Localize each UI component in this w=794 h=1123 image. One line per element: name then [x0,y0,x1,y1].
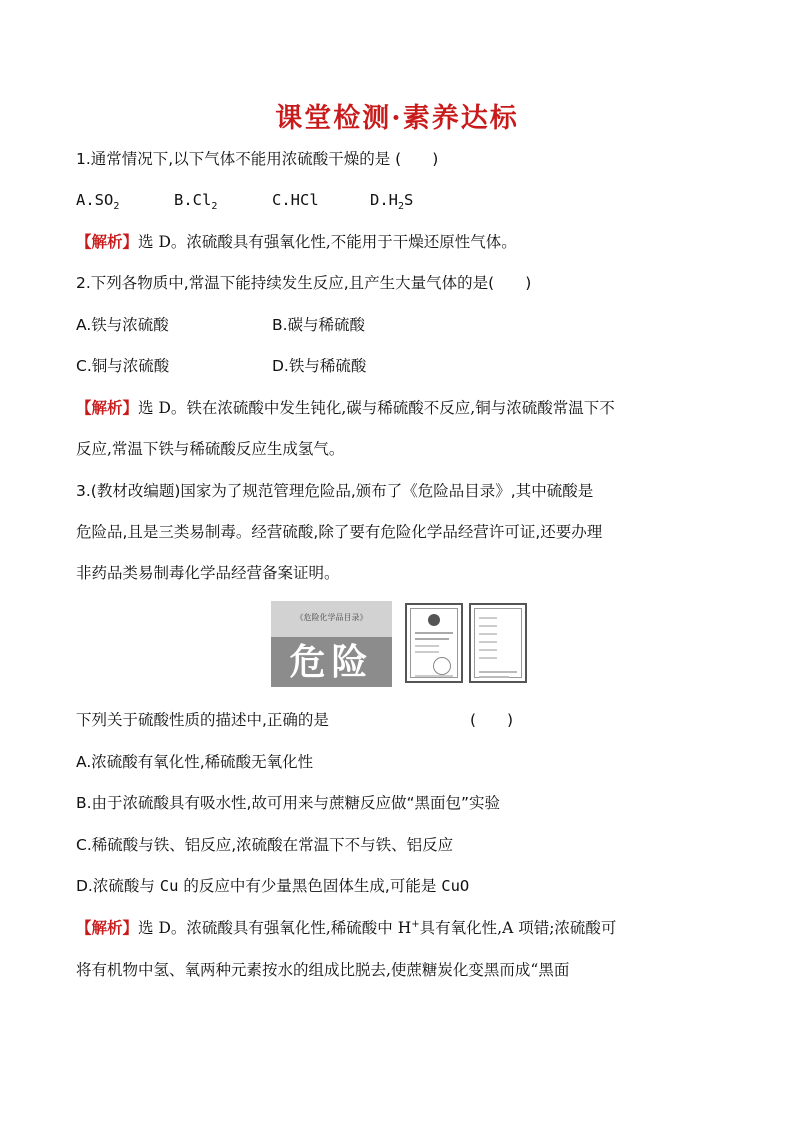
q3-stem-line1: 3.(教材改编题)国家为了规范管理危险品,颁布了《危险品目录》,其中硫酸是 [76,482,594,500]
q3-option-c: C.稀硫酸与铁、铝反应,浓硫酸在常温下不与铁、铝反应 [76,836,454,854]
dangerous-chemicals-catalog-image [271,601,392,687]
national-emblem-icon [428,614,440,626]
q1-option-c: C.HCl [272,191,319,209]
q3-option-d: D.浓硫酸与 Cu 的反应中有少量黑色固体生成,可能是 CuO [76,877,470,895]
q3-answer-paren: ( ) [470,711,514,729]
q3-analysis-line1: 【解析】选 D。浓硫酸具有强氧化性,稀硫酸中 H+具有氧化性,A 项错;浓硫酸可 [76,918,617,937]
danger-text: 危险 [289,642,374,683]
q2-option-a: A.铁与浓硫酸 [76,316,169,334]
q3-stem-line3: 非药品类易制毒化学品经营备案证明。 [76,564,340,582]
analysis-tag: 【解析】 [76,233,139,251]
page-title: 课堂检测·素养达标 [275,103,519,134]
analysis-tag: 【解析】 [76,919,139,937]
q2-analysis-line2: 反应,常温下铁与稀硫酸反应生成氢气。 [76,440,345,458]
q2-stem: 2.下列各物质中,常温下能持续发生反应,且产生大量气体的是( ) [76,274,532,292]
q3-analysis-line2: 将有机物中氢、氧两种元素按水的组成比脱去,使蔗糖炭化变黑而成“黑面 [76,961,570,979]
q1-stem: 1.通常情况下,以下气体不能用浓硫酸干燥的是 ( ) [76,150,439,168]
license-certificate-image [405,603,463,683]
q3-stem-line2: 危险品,且是三类易制毒。经营硫酸,除了要有危险化学品经营许可证,还要办理 [76,523,603,541]
analysis-tag: 【解析】 [76,399,139,417]
license-certificate-back-image [469,603,527,683]
q3-option-a: A.浓硫酸有氧化性,稀硫酸无氧化性 [76,753,314,771]
q1-analysis: 【解析】选 D。浓硫酸具有强氧化性,不能用于干燥还原性气体。 [76,233,517,251]
catalog-caption: 《危险化学品目录》 [295,613,368,622]
q2-option-c: C.铜与浓硫酸 [76,357,170,375]
q2-analysis-line1: 【解析】选 D。铁在浓硫酸中发生钝化,碳与稀硫酸不反应,铜与浓硫酸常温下不 [76,399,615,417]
q2-option-d: D.铁与稀硫酸 [272,357,367,375]
q3-option-b: B.由于浓硫酸具有吸水性,故可用来与蔗糖反应做“黑面包”实验 [76,794,501,812]
q1-option-d: $D.H_2S$ [370,191,414,213]
stamp-seal-icon [433,657,451,675]
q1-option-a: $A.SO_2$ [76,191,120,213]
q3-prompt: 下列关于硫酸性质的描述中,正确的是 [76,711,329,729]
q2-option-b: B.碳与稀硫酸 [272,316,366,334]
q1-option-b: $B.Cl_2$ [174,191,218,213]
